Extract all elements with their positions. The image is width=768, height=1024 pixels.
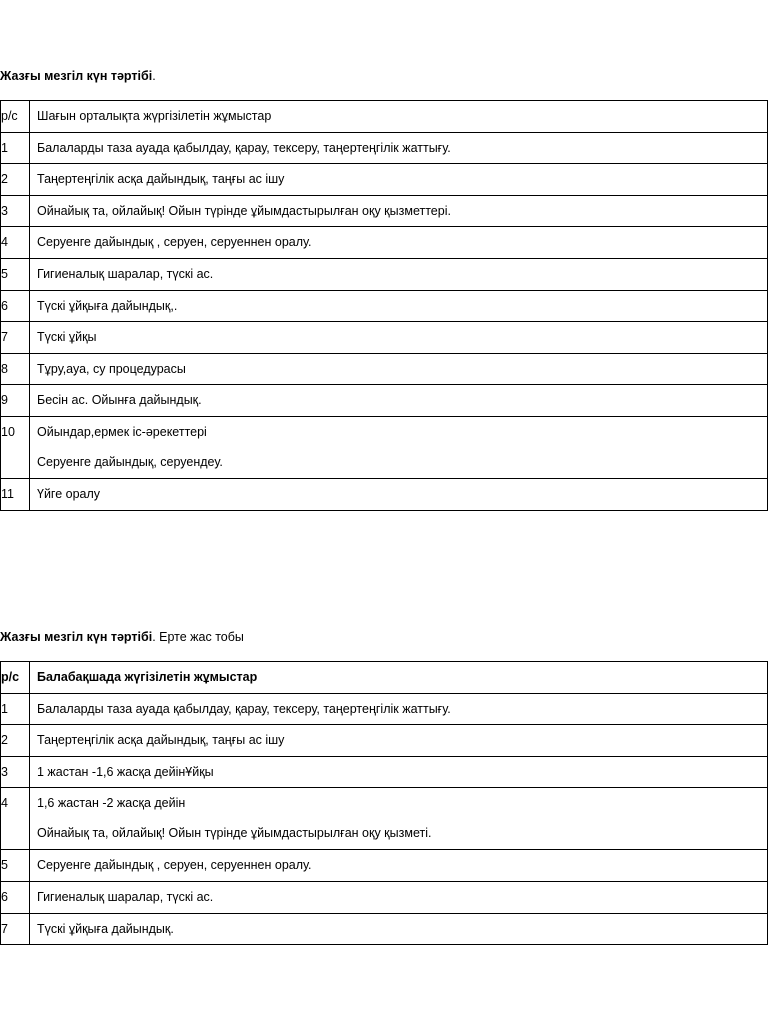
row-number-cell: 6: [1, 290, 30, 322]
row-number-cell: 3: [1, 195, 30, 227]
table-row: [1, 290, 768, 322]
row-text-line: 1,6 жастан -2 жасқа дейін: [37, 796, 186, 811]
row-number-cell: 9: [1, 385, 30, 417]
row-text-cell: [30, 322, 768, 354]
table-row: [1, 913, 768, 945]
row-text-cell: [30, 164, 768, 196]
row-text-cell: [30, 195, 768, 227]
row-text-line: Тұру,ауа, су процедурасы: [37, 361, 186, 376]
table-row: [1, 132, 768, 164]
row-number-cell: 6: [1, 881, 30, 913]
row-number-cell: 8: [1, 353, 30, 385]
table-row: [1, 195, 768, 227]
row-number-cell: 4: [1, 788, 30, 850]
row-number-cell: 2: [1, 725, 30, 757]
row-text-line: Серуенге дайындық , серуен, серуеннен оралу.: [37, 235, 312, 250]
row-text-cell: [30, 416, 768, 478]
row-text-cell: [30, 290, 768, 322]
row-number-cell: 5: [1, 850, 30, 882]
section2-title-bold: Жазғы мезгіл күн тәртібі: [0, 630, 153, 644]
row-text-line: Ойындар,ермек іс-әрекеттері: [37, 424, 207, 439]
table-row: [1, 164, 768, 196]
table-row: [1, 353, 768, 385]
table-row: [1, 227, 768, 259]
section1-title: [0, 69, 156, 83]
row-number-cell: 5: [1, 258, 30, 290]
schedule-table-1: [0, 100, 768, 511]
table-row: [1, 850, 768, 882]
section1-title-rest: .: [152, 69, 156, 83]
row-text-cell: [30, 881, 768, 913]
row-number-cell: 3: [1, 756, 30, 788]
row-text-line: Серуенге дайындық , серуен, серуеннен оралу.: [37, 858, 312, 873]
section1-title-bold: Жазғы мезгіл күн тәртібі: [0, 69, 153, 83]
row-text-cell: [30, 756, 768, 788]
section2-title-rest: . Ерте жас тобы: [152, 630, 244, 644]
row-text-line: Балаларды таза ауада қабылдау, қарау, тексеру, таңертеңгілік жаттығу.: [37, 140, 451, 155]
table-row: [1, 693, 768, 725]
row-text-line: Гигиеналық шаралар, түскі ас.: [37, 266, 214, 281]
header-text-cell: Балабақшада жүгізілетін жұмыстар: [30, 662, 768, 694]
row-text-line: Балаларды таза ауада қабылдау, қарау, тексеру, таңертеңгілік жаттығу.: [37, 701, 451, 716]
row-number-cell: 7: [1, 322, 30, 354]
row-text-line: Үйге оралу: [37, 486, 101, 501]
row-text-line: Түскі ұйқы: [37, 330, 97, 345]
table-row: [1, 881, 768, 913]
row-number-cell: 2: [1, 164, 30, 196]
table-row: [1, 322, 768, 354]
row-number-cell: 1: [1, 693, 30, 725]
table-row: [1, 788, 768, 850]
row-text-cell: [30, 788, 768, 850]
row-text-line: Таңертеңгілік асқа дайындық, таңғы ас ішу: [37, 172, 285, 187]
row-number-cell: 1: [1, 132, 30, 164]
row-text-cell: [30, 478, 768, 510]
table-row: [1, 416, 768, 478]
schedule-table-2: [0, 661, 768, 945]
row-text-cell: [30, 385, 768, 417]
row-text-cell: [30, 725, 768, 757]
table-row: [1, 478, 768, 510]
row-number-cell: 7: [1, 913, 30, 945]
row-number-cell: 10: [1, 416, 30, 478]
row-text-line: Ойнайық та, ойлайық! Ойын түрінде ұйымдастырылған оқу қызметі.: [37, 826, 432, 841]
row-text-line: Бесін ас. Ойынға дайындық.: [37, 393, 202, 408]
section2-title: [0, 630, 244, 644]
row-text-line: Ойнайық та, ойлайық! Ойын түрінде ұйымдастырылған оқу қызметтері.: [37, 203, 451, 218]
row-text-cell: [30, 353, 768, 385]
table-row: [1, 258, 768, 290]
header-text-cell: Шағын орталықта жүргізілетін жұмыстар: [30, 101, 768, 133]
row-text-cell: [30, 258, 768, 290]
row-text-cell: [30, 693, 768, 725]
row-text-cell: [30, 913, 768, 945]
table-header-row: [1, 101, 768, 133]
row-text-line: Түскі ұйқыға дайындық,.: [37, 298, 178, 313]
row-text-cell: [30, 132, 768, 164]
header-number-cell: р/с: [1, 101, 30, 133]
row-text-cell: [30, 850, 768, 882]
row-number-cell: 11: [1, 478, 30, 510]
row-text-line: Таңертеңгілік асқа дайындық, таңғы ас ішу: [37, 733, 285, 748]
row-text-cell: [30, 227, 768, 259]
table-row: [1, 385, 768, 417]
row-text-line: Гигиеналық шаралар, түскі ас.: [37, 889, 214, 904]
row-text-line: Серуенге дайындық, серуендеу.: [37, 454, 223, 469]
header-number-cell: р/с: [1, 662, 30, 694]
row-text-line: 1 жастан -1,6 жасқа дейінҰйқы: [37, 764, 214, 779]
row-text-line: Түскі ұйқыға дайындық.: [37, 921, 174, 936]
table-row: [1, 756, 768, 788]
table-header-row: [1, 662, 768, 694]
row-number-cell: 4: [1, 227, 30, 259]
table-row: [1, 725, 768, 757]
